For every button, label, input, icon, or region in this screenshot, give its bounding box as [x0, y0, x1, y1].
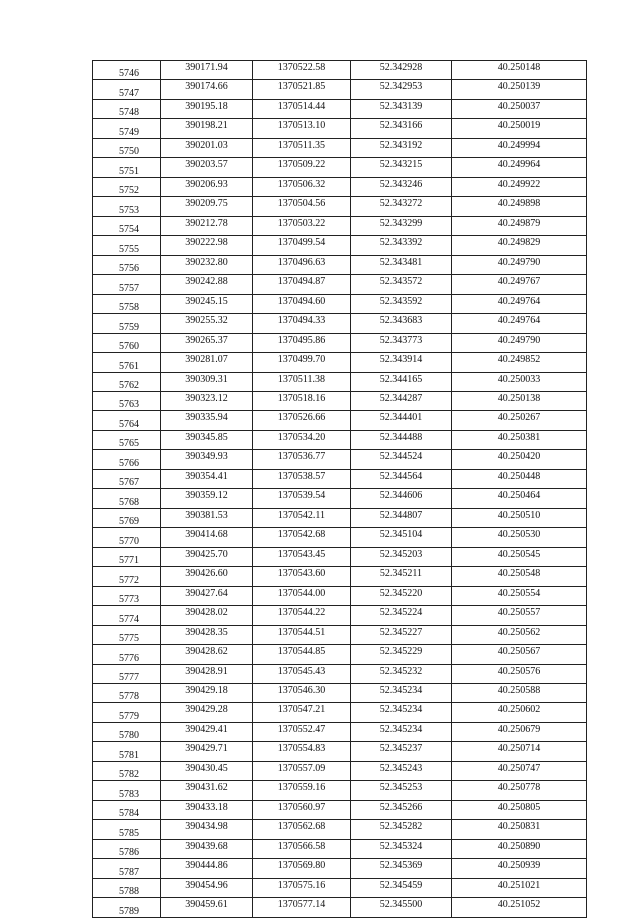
- table-row: [93, 353, 587, 372]
- latitude-cell: 40.250530: [452, 528, 587, 547]
- longitude-cell: 52.345104: [351, 528, 452, 547]
- x-coordinate-cell: 390426.60: [161, 567, 253, 586]
- coordinates-table: [92, 60, 587, 918]
- y-coordinate-cell: 1370513.10: [253, 119, 351, 138]
- y-coordinate-cell: 1370536.77: [253, 450, 351, 469]
- x-coordinate-cell: 390281.07: [161, 353, 253, 372]
- latitude-cell: 40.250588: [452, 684, 587, 703]
- latitude-cell: 40.250019: [452, 119, 587, 138]
- y-coordinate-cell: 1370542.11: [253, 508, 351, 527]
- point-number-cell: 5757: [93, 275, 161, 294]
- x-coordinate-cell: 390429.28: [161, 703, 253, 722]
- y-coordinate-cell: 1370544.51: [253, 625, 351, 644]
- table-row: [93, 859, 587, 878]
- y-coordinate-cell: 1370503.22: [253, 216, 351, 235]
- latitude-cell: 40.249764: [452, 314, 587, 333]
- longitude-cell: 52.345229: [351, 645, 452, 664]
- x-coordinate-cell: 390427.64: [161, 586, 253, 605]
- x-coordinate-cell: 390345.85: [161, 430, 253, 449]
- y-coordinate-cell: 1370526.66: [253, 411, 351, 430]
- latitude-cell: 40.250562: [452, 625, 587, 644]
- longitude-cell: 52.345369: [351, 859, 452, 878]
- point-number-cell: 5777: [93, 664, 161, 683]
- y-coordinate-cell: 1370539.54: [253, 489, 351, 508]
- latitude-cell: 40.250778: [452, 781, 587, 800]
- y-coordinate-cell: 1370544.22: [253, 606, 351, 625]
- latitude-cell: 40.250557: [452, 606, 587, 625]
- point-number-cell: 5788: [93, 878, 161, 897]
- y-coordinate-cell: 1370511.35: [253, 138, 351, 157]
- point-number-cell: 5779: [93, 703, 161, 722]
- point-number-cell: 5770: [93, 528, 161, 547]
- latitude-cell: 40.250679: [452, 722, 587, 741]
- y-coordinate-cell: 1370542.68: [253, 528, 351, 547]
- y-coordinate-cell: 1370559.16: [253, 781, 351, 800]
- longitude-cell: 52.343139: [351, 99, 452, 118]
- x-coordinate-cell: 390265.37: [161, 333, 253, 352]
- point-number-cell: 5763: [93, 391, 161, 410]
- point-number-cell: 5764: [93, 411, 161, 430]
- latitude-cell: 40.250420: [452, 450, 587, 469]
- x-coordinate-cell: 390212.78: [161, 216, 253, 235]
- table-row: [93, 761, 587, 780]
- latitude-cell: 40.250381: [452, 430, 587, 449]
- x-coordinate-cell: 390354.41: [161, 469, 253, 488]
- longitude-cell: 52.344488: [351, 430, 452, 449]
- longitude-cell: 52.343683: [351, 314, 452, 333]
- y-coordinate-cell: 1370577.14: [253, 898, 351, 917]
- longitude-cell: 52.344401: [351, 411, 452, 430]
- longitude-cell: 52.343572: [351, 275, 452, 294]
- point-number-cell: 5750: [93, 138, 161, 157]
- y-coordinate-cell: 1370494.87: [253, 275, 351, 294]
- x-coordinate-cell: 390255.32: [161, 314, 253, 333]
- table-row: [93, 138, 587, 157]
- table-row: [93, 430, 587, 449]
- table-row: [93, 820, 587, 839]
- y-coordinate-cell: 1370575.16: [253, 878, 351, 897]
- longitude-cell: 52.342928: [351, 61, 452, 80]
- table-row: [93, 119, 587, 138]
- table-row: [93, 255, 587, 274]
- table-row: [93, 177, 587, 196]
- y-coordinate-cell: 1370544.85: [253, 645, 351, 664]
- table-row: [93, 781, 587, 800]
- y-coordinate-cell: 1370569.80: [253, 859, 351, 878]
- longitude-cell: 52.345243: [351, 761, 452, 780]
- table-row: [93, 839, 587, 858]
- x-coordinate-cell: 390459.61: [161, 898, 253, 917]
- longitude-cell: 52.343192: [351, 138, 452, 157]
- x-coordinate-cell: 390414.68: [161, 528, 253, 547]
- latitude-cell: 40.250576: [452, 664, 587, 683]
- y-coordinate-cell: 1370557.09: [253, 761, 351, 780]
- longitude-cell: 52.345224: [351, 606, 452, 625]
- longitude-cell: 52.345266: [351, 800, 452, 819]
- table-row: [93, 586, 587, 605]
- latitude-cell: 40.249767: [452, 275, 587, 294]
- point-number-cell: 5782: [93, 761, 161, 780]
- y-coordinate-cell: 1370506.32: [253, 177, 351, 196]
- longitude-cell: 52.345211: [351, 567, 452, 586]
- y-coordinate-cell: 1370499.70: [253, 353, 351, 372]
- latitude-cell: 40.250714: [452, 742, 587, 761]
- latitude-cell: 40.249964: [452, 158, 587, 177]
- table-row: [93, 450, 587, 469]
- longitude-cell: 52.345203: [351, 547, 452, 566]
- table-row: [93, 294, 587, 313]
- table-row: [93, 158, 587, 177]
- point-number-cell: 5749: [93, 119, 161, 138]
- latitude-cell: 40.250139: [452, 80, 587, 99]
- longitude-cell: 52.343246: [351, 177, 452, 196]
- table-row: [93, 314, 587, 333]
- table-row: [93, 508, 587, 527]
- latitude-cell: 40.249764: [452, 294, 587, 313]
- longitude-cell: 52.344807: [351, 508, 452, 527]
- longitude-cell: 52.343272: [351, 197, 452, 216]
- y-coordinate-cell: 1370511.38: [253, 372, 351, 391]
- x-coordinate-cell: 390431.62: [161, 781, 253, 800]
- table-row: [93, 61, 587, 80]
- y-coordinate-cell: 1370499.54: [253, 236, 351, 255]
- point-number-cell: 5767: [93, 469, 161, 488]
- longitude-cell: 52.344524: [351, 450, 452, 469]
- table-row: [93, 742, 587, 761]
- latitude-cell: 40.250464: [452, 489, 587, 508]
- table-row: [93, 664, 587, 683]
- point-number-cell: 5766: [93, 450, 161, 469]
- table-row: [93, 333, 587, 352]
- table-row: [93, 722, 587, 741]
- x-coordinate-cell: 390201.03: [161, 138, 253, 157]
- longitude-cell: 52.345227: [351, 625, 452, 644]
- x-coordinate-cell: 390309.31: [161, 372, 253, 391]
- latitude-cell: 40.250138: [452, 391, 587, 410]
- x-coordinate-cell: 390232.80: [161, 255, 253, 274]
- longitude-cell: 52.345234: [351, 722, 452, 741]
- y-coordinate-cell: 1370554.83: [253, 742, 351, 761]
- table-row: [93, 372, 587, 391]
- point-number-cell: 5759: [93, 314, 161, 333]
- longitude-cell: 52.343914: [351, 353, 452, 372]
- latitude-cell: 40.249922: [452, 177, 587, 196]
- latitude-cell: 40.250448: [452, 469, 587, 488]
- x-coordinate-cell: 390429.41: [161, 722, 253, 741]
- table-row: [93, 703, 587, 722]
- x-coordinate-cell: 390209.75: [161, 197, 253, 216]
- point-number-cell: 5758: [93, 294, 161, 313]
- y-coordinate-cell: 1370544.00: [253, 586, 351, 605]
- table-row: [93, 528, 587, 547]
- x-coordinate-cell: 390425.70: [161, 547, 253, 566]
- longitude-cell: 52.342953: [351, 80, 452, 99]
- latitude-cell: 40.249898: [452, 197, 587, 216]
- coordinates-table-body: [93, 61, 587, 918]
- y-coordinate-cell: 1370552.47: [253, 722, 351, 741]
- x-coordinate-cell: 390381.53: [161, 508, 253, 527]
- table-row: [93, 236, 587, 255]
- table-row: [93, 625, 587, 644]
- latitude-cell: 40.251021: [452, 878, 587, 897]
- y-coordinate-cell: 1370514.44: [253, 99, 351, 118]
- point-number-cell: 5775: [93, 625, 161, 644]
- latitude-cell: 40.250890: [452, 839, 587, 858]
- point-number-cell: 5751: [93, 158, 161, 177]
- point-number-cell: 5760: [93, 333, 161, 352]
- x-coordinate-cell: 390242.88: [161, 275, 253, 294]
- longitude-cell: 52.343166: [351, 119, 452, 138]
- point-number-cell: 5785: [93, 820, 161, 839]
- latitude-cell: 40.250554: [452, 586, 587, 605]
- longitude-cell: 52.343299: [351, 216, 452, 235]
- point-number-cell: 5765: [93, 430, 161, 449]
- y-coordinate-cell: 1370545.43: [253, 664, 351, 683]
- longitude-cell: 52.343773: [351, 333, 452, 352]
- y-coordinate-cell: 1370538.57: [253, 469, 351, 488]
- x-coordinate-cell: 390428.02: [161, 606, 253, 625]
- point-number-cell: 5748: [93, 99, 161, 118]
- table-row: [93, 684, 587, 703]
- x-coordinate-cell: 390429.71: [161, 742, 253, 761]
- x-coordinate-cell: 390444.86: [161, 859, 253, 878]
- point-number-cell: 5783: [93, 781, 161, 800]
- x-coordinate-cell: 390434.98: [161, 820, 253, 839]
- point-number-cell: 5756: [93, 255, 161, 274]
- latitude-cell: 40.249790: [452, 255, 587, 274]
- y-coordinate-cell: 1370494.60: [253, 294, 351, 313]
- latitude-cell: 40.250510: [452, 508, 587, 527]
- point-number-cell: 5754: [93, 216, 161, 235]
- y-coordinate-cell: 1370566.58: [253, 839, 351, 858]
- x-coordinate-cell: 390335.94: [161, 411, 253, 430]
- longitude-cell: 52.345237: [351, 742, 452, 761]
- latitude-cell: 40.249994: [452, 138, 587, 157]
- y-coordinate-cell: 1370494.33: [253, 314, 351, 333]
- y-coordinate-cell: 1370495.86: [253, 333, 351, 352]
- point-number-cell: 5776: [93, 645, 161, 664]
- latitude-cell: 40.250567: [452, 645, 587, 664]
- x-coordinate-cell: 390428.91: [161, 664, 253, 683]
- longitude-cell: 52.345459: [351, 878, 452, 897]
- longitude-cell: 52.345500: [351, 898, 452, 917]
- longitude-cell: 52.343481: [351, 255, 452, 274]
- longitude-cell: 52.345253: [351, 781, 452, 800]
- x-coordinate-cell: 390454.96: [161, 878, 253, 897]
- table-row: [93, 800, 587, 819]
- point-number-cell: 5771: [93, 547, 161, 566]
- point-number-cell: 5773: [93, 586, 161, 605]
- x-coordinate-cell: 390428.35: [161, 625, 253, 644]
- y-coordinate-cell: 1370504.56: [253, 197, 351, 216]
- point-number-cell: 5787: [93, 859, 161, 878]
- x-coordinate-cell: 390206.93: [161, 177, 253, 196]
- latitude-cell: 40.250831: [452, 820, 587, 839]
- y-coordinate-cell: 1370543.60: [253, 567, 351, 586]
- latitude-cell: 40.249829: [452, 236, 587, 255]
- x-coordinate-cell: 390203.57: [161, 158, 253, 177]
- y-coordinate-cell: 1370562.68: [253, 820, 351, 839]
- table-row: [93, 547, 587, 566]
- longitude-cell: 52.345282: [351, 820, 452, 839]
- y-coordinate-cell: 1370534.20: [253, 430, 351, 449]
- table-row: [93, 898, 587, 917]
- table-row: [93, 216, 587, 235]
- table-row: [93, 391, 587, 410]
- x-coordinate-cell: 390349.93: [161, 450, 253, 469]
- longitude-cell: 52.345324: [351, 839, 452, 858]
- x-coordinate-cell: 390433.18: [161, 800, 253, 819]
- table-row: [93, 411, 587, 430]
- point-number-cell: 5772: [93, 567, 161, 586]
- point-number-cell: 5746: [93, 61, 161, 80]
- longitude-cell: 52.343392: [351, 236, 452, 255]
- latitude-cell: 40.250747: [452, 761, 587, 780]
- x-coordinate-cell: 390245.15: [161, 294, 253, 313]
- latitude-cell: 40.250033: [452, 372, 587, 391]
- longitude-cell: 52.344165: [351, 372, 452, 391]
- y-coordinate-cell: 1370522.58: [253, 61, 351, 80]
- longitude-cell: 52.343215: [351, 158, 452, 177]
- table-row: [93, 197, 587, 216]
- x-coordinate-cell: 390323.12: [161, 391, 253, 410]
- x-coordinate-cell: 390429.18: [161, 684, 253, 703]
- y-coordinate-cell: 1370518.16: [253, 391, 351, 410]
- point-number-cell: 5789: [93, 898, 161, 917]
- table-row: [93, 567, 587, 586]
- point-number-cell: 5786: [93, 839, 161, 858]
- table-row: [93, 469, 587, 488]
- point-number-cell: 5774: [93, 606, 161, 625]
- y-coordinate-cell: 1370546.30: [253, 684, 351, 703]
- point-number-cell: 5755: [93, 236, 161, 255]
- x-coordinate-cell: 390428.62: [161, 645, 253, 664]
- latitude-cell: 40.250805: [452, 800, 587, 819]
- point-number-cell: 5762: [93, 372, 161, 391]
- table-row: [93, 80, 587, 99]
- table-row: [93, 489, 587, 508]
- point-number-cell: 5778: [93, 684, 161, 703]
- x-coordinate-cell: 390430.45: [161, 761, 253, 780]
- latitude-cell: 40.250148: [452, 61, 587, 80]
- point-number-cell: 5761: [93, 353, 161, 372]
- y-coordinate-cell: 1370547.21: [253, 703, 351, 722]
- latitude-cell: 40.250545: [452, 547, 587, 566]
- table-row: [93, 99, 587, 118]
- x-coordinate-cell: 390222.98: [161, 236, 253, 255]
- longitude-cell: 52.343592: [351, 294, 452, 313]
- x-coordinate-cell: 390171.94: [161, 61, 253, 80]
- table-row: [93, 606, 587, 625]
- longitude-cell: 52.345232: [351, 664, 452, 683]
- point-number-cell: 5781: [93, 742, 161, 761]
- longitude-cell: 52.344287: [351, 391, 452, 410]
- point-number-cell: 5768: [93, 489, 161, 508]
- y-coordinate-cell: 1370521.85: [253, 80, 351, 99]
- latitude-cell: 40.250037: [452, 99, 587, 118]
- longitude-cell: 52.345220: [351, 586, 452, 605]
- y-coordinate-cell: 1370560.97: [253, 800, 351, 819]
- x-coordinate-cell: 390195.18: [161, 99, 253, 118]
- latitude-cell: 40.251052: [452, 898, 587, 917]
- point-number-cell: 5752: [93, 177, 161, 196]
- longitude-cell: 52.344606: [351, 489, 452, 508]
- point-number-cell: 5769: [93, 508, 161, 527]
- table-row: [93, 275, 587, 294]
- x-coordinate-cell: 390198.21: [161, 119, 253, 138]
- point-number-cell: 5753: [93, 197, 161, 216]
- y-coordinate-cell: 1370543.45: [253, 547, 351, 566]
- y-coordinate-cell: 1370496.63: [253, 255, 351, 274]
- latitude-cell: 40.250267: [452, 411, 587, 430]
- longitude-cell: 52.344564: [351, 469, 452, 488]
- latitude-cell: 40.250548: [452, 567, 587, 586]
- longitude-cell: 52.345234: [351, 703, 452, 722]
- point-number-cell: 5747: [93, 80, 161, 99]
- latitude-cell: 40.250602: [452, 703, 587, 722]
- latitude-cell: 40.249790: [452, 333, 587, 352]
- table-row: [93, 645, 587, 664]
- x-coordinate-cell: 390174.66: [161, 80, 253, 99]
- latitude-cell: 40.250939: [452, 859, 587, 878]
- longitude-cell: 52.345234: [351, 684, 452, 703]
- x-coordinate-cell: 390359.12: [161, 489, 253, 508]
- point-number-cell: 5780: [93, 722, 161, 741]
- table-row: [93, 878, 587, 897]
- y-coordinate-cell: 1370509.22: [253, 158, 351, 177]
- point-number-cell: 5784: [93, 800, 161, 819]
- latitude-cell: 40.249879: [452, 216, 587, 235]
- x-coordinate-cell: 390439.68: [161, 839, 253, 858]
- latitude-cell: 40.249852: [452, 353, 587, 372]
